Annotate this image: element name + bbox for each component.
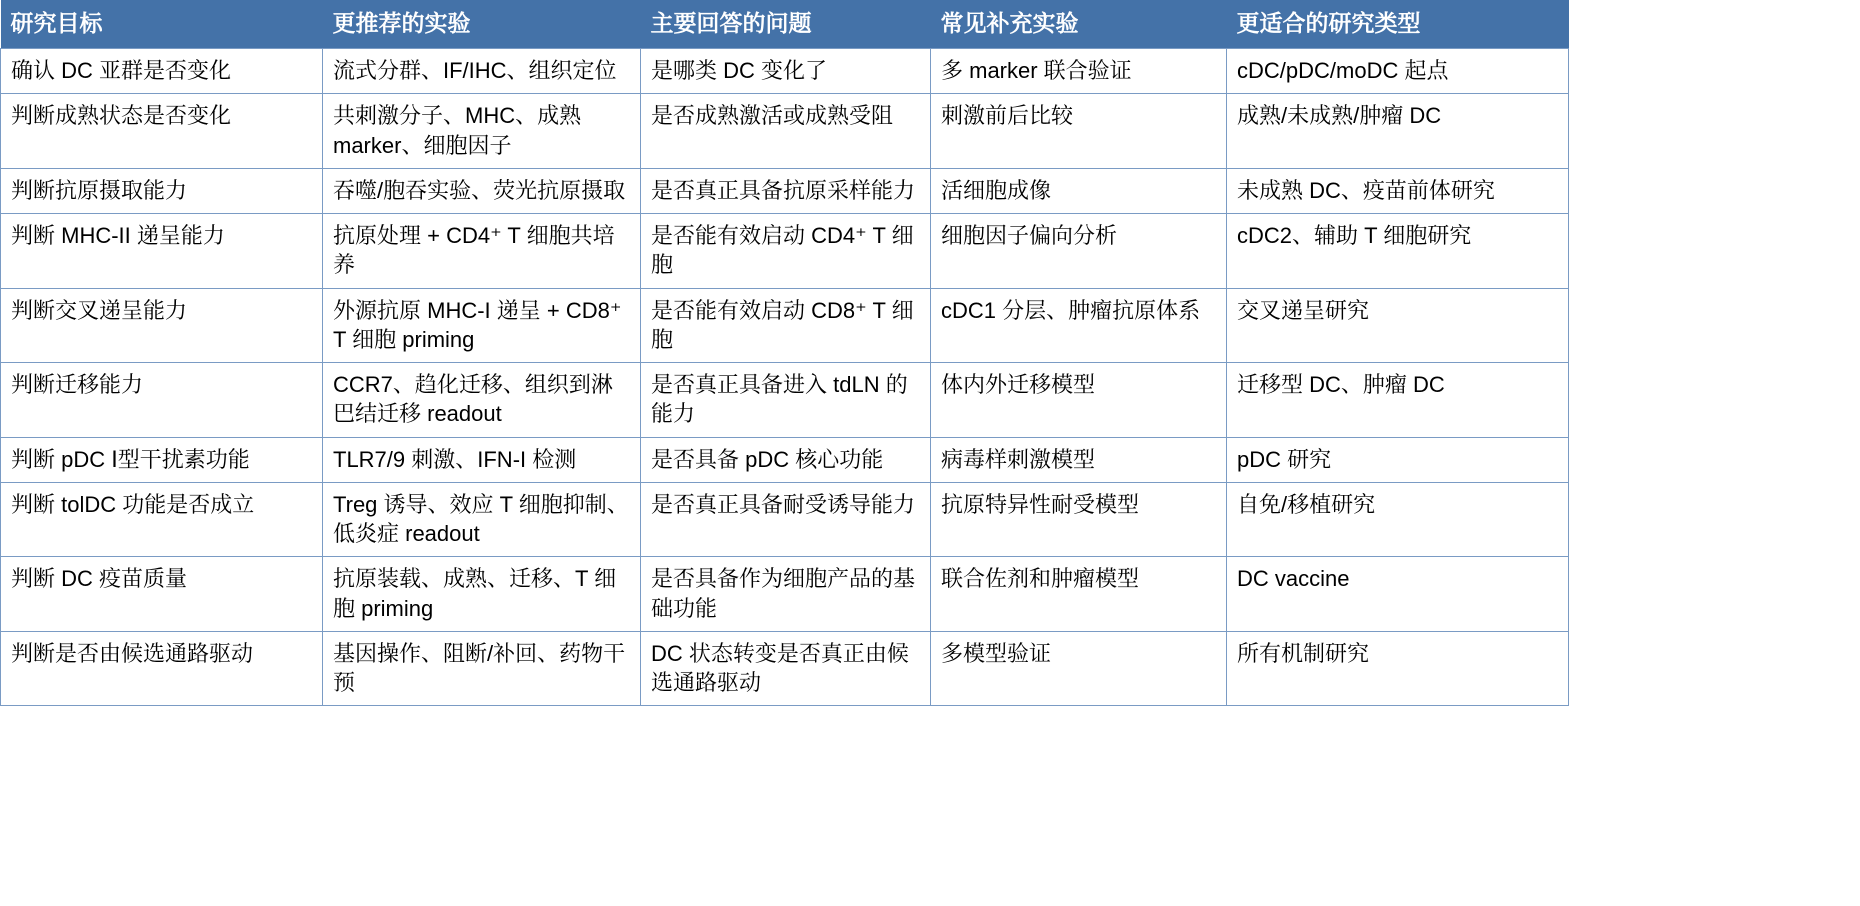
cell-experiment: 抗原处理 + CD4⁺ T 细胞共培养 xyxy=(323,214,641,289)
cell-supplement: 抗原特异性耐受模型 xyxy=(931,482,1227,557)
cell-supplement: 联合佐剂和肿瘤模型 xyxy=(931,557,1227,632)
cell-experiment: TLR7/9 刺激、IFN-I 检测 xyxy=(323,437,641,482)
cell-experiment: 抗原装载、成熟、迁移、T 细胞 priming xyxy=(323,557,641,632)
cell-question: 是否具备作为细胞产品的基础功能 xyxy=(641,557,931,632)
column-header-question: 主要回答的问题 xyxy=(641,0,931,49)
table-row xyxy=(1,94,1569,169)
table-row xyxy=(1,631,1569,706)
cell-goal: 确认 DC 亚群是否变化 xyxy=(1,49,323,94)
cell-goal: 判断 pDC Ⅰ型干扰素功能 xyxy=(1,437,323,482)
cell-goal: 判断 DC 疫苗质量 xyxy=(1,557,323,632)
table-row xyxy=(1,557,1569,632)
cell-supplement: 体内外迁移模型 xyxy=(931,363,1227,438)
cell-experiment: 基因操作、阻断/补回、药物干预 xyxy=(323,631,641,706)
cell-experiment: 共刺激分子、MHC、成熟 marker、细胞因子 xyxy=(323,94,641,169)
cell-study-type: 未成熟 DC、疫苗前体研究 xyxy=(1227,168,1569,213)
cell-experiment: Treg 诱导、效应 T 细胞抑制、低炎症 readout xyxy=(323,482,641,557)
cell-question: 是否能有效启动 CD8⁺ T 细胞 xyxy=(641,288,931,363)
cell-supplement: 细胞因子偏向分析 xyxy=(931,214,1227,289)
column-header-goal: 研究目标 xyxy=(1,0,323,49)
cell-study-type: DC vaccine xyxy=(1227,557,1569,632)
table-row xyxy=(1,214,1569,289)
cell-supplement: cDC1 分层、肿瘤抗原体系 xyxy=(931,288,1227,363)
cell-supplement: 活细胞成像 xyxy=(931,168,1227,213)
cell-experiment: 外源抗原 MHC-I 递呈 + CD8⁺ T 细胞 priming xyxy=(323,288,641,363)
table-row xyxy=(1,49,1569,94)
cell-study-type: cDC/pDC/moDC 起点 xyxy=(1227,49,1569,94)
column-header-supplement: 常见补充实验 xyxy=(931,0,1227,49)
cell-question: 是否真正具备耐受诱导能力 xyxy=(641,482,931,557)
cell-goal: 判断成熟状态是否变化 xyxy=(1,94,323,169)
cell-goal: 判断交叉递呈能力 xyxy=(1,288,323,363)
cell-supplement: 刺激前后比较 xyxy=(931,94,1227,169)
cell-question: 是否成熟激活或成熟受阻 xyxy=(641,94,931,169)
cell-study-type: cDC2、辅助 T 细胞研究 xyxy=(1227,214,1569,289)
cell-question: 是否具备 pDC 核心功能 xyxy=(641,437,931,482)
cell-goal: 判断迁移能力 xyxy=(1,363,323,438)
cell-study-type: 成熟/未成熟/肿瘤 DC xyxy=(1227,94,1569,169)
table-row xyxy=(1,288,1569,363)
cell-experiment: CCR7、趋化迁移、组织到淋巴结迁移 readout xyxy=(323,363,641,438)
header-row xyxy=(1,0,1569,49)
column-header-experiment: 更推荐的实验 xyxy=(323,0,641,49)
cell-goal: 判断抗原摄取能力 xyxy=(1,168,323,213)
cell-experiment: 流式分群、IF/IHC、组织定位 xyxy=(323,49,641,94)
table-row xyxy=(1,168,1569,213)
column-header-study-type: 更适合的研究类型 xyxy=(1227,0,1569,49)
cell-study-type: 交叉递呈研究 xyxy=(1227,288,1569,363)
table-row xyxy=(1,437,1569,482)
cell-question: DC 状态转变是否真正由候选通路驱动 xyxy=(641,631,931,706)
cell-supplement: 病毒样刺激模型 xyxy=(931,437,1227,482)
cell-question: 是否能有效启动 CD4⁺ T 细胞 xyxy=(641,214,931,289)
table-row xyxy=(1,482,1569,557)
cell-goal: 判断 MHC-II 递呈能力 xyxy=(1,214,323,289)
table-header xyxy=(1,0,1569,49)
cell-study-type: 迁移型 DC、肿瘤 DC xyxy=(1227,363,1569,438)
cell-study-type: 所有机制研究 xyxy=(1227,631,1569,706)
cell-goal: 判断 tolDC 功能是否成立 xyxy=(1,482,323,557)
table-row xyxy=(1,363,1569,438)
cell-experiment: 吞噬/胞吞实验、荧光抗原摄取 xyxy=(323,168,641,213)
cell-supplement: 多模型验证 xyxy=(931,631,1227,706)
cell-study-type: pDC 研究 xyxy=(1227,437,1569,482)
table-body xyxy=(1,49,1569,706)
cell-question: 是否真正具备抗原采样能力 xyxy=(641,168,931,213)
cell-question: 是否真正具备进入 tdLN 的能力 xyxy=(641,363,931,438)
cell-goal: 判断是否由候选通路驱动 xyxy=(1,631,323,706)
cell-study-type: 自免/移植研究 xyxy=(1227,482,1569,557)
cell-supplement: 多 marker 联合验证 xyxy=(931,49,1227,94)
cell-question: 是哪类 DC 变化了 xyxy=(641,49,931,94)
